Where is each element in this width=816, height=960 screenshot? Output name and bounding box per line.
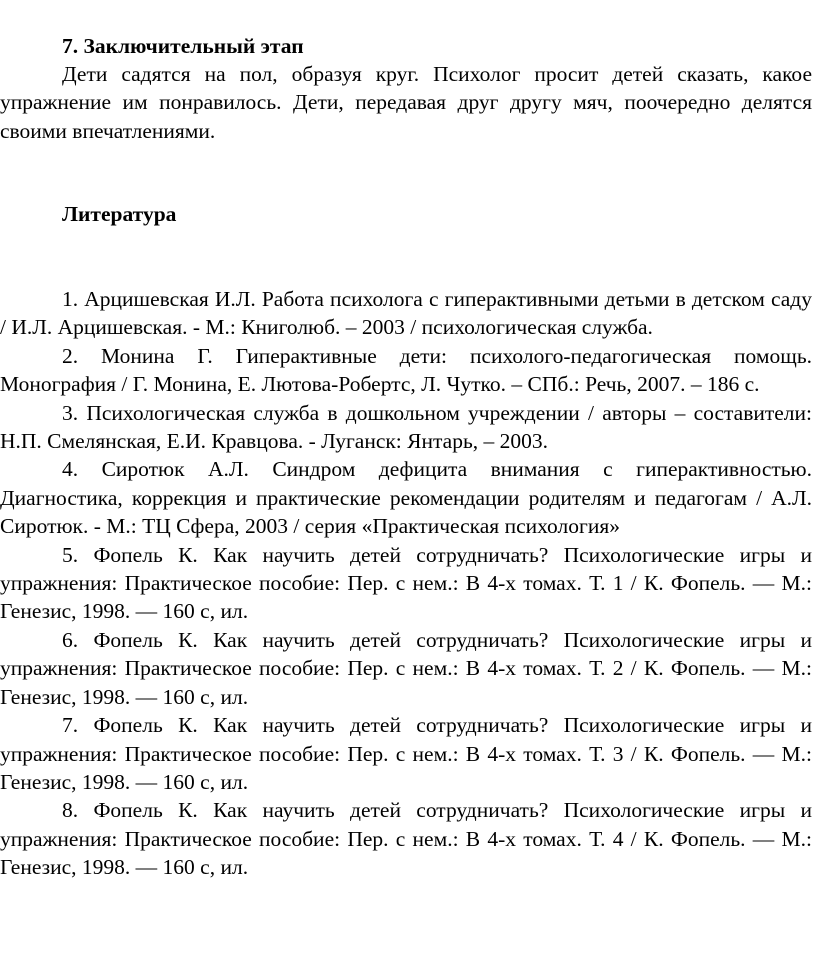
- reference-item: 6. Фопель К. Как научить детей сотрудничать? Психологические игры и упражнения: Практическое пособие: Пер. с нем.: В 4-х томах. Т. 2 / К. Фопель. — М.: Генезис, 1998. — 160 с, ил.: [0, 627, 812, 709]
- reference-item: 8. Фопель К. Как научить детей сотрудничать? Психологические игры и упражнения: Практическое пособие: Пер. с нем.: В 4-х томах. Т. 4 / К. Фопель. — М.: Генезис, 1998. — 160 с, ил.: [0, 798, 812, 880]
- reference-item: 2. Монина Г. Гиперактивные дети: психолого-педагогическая помощь. Монография / Г. Монина, Е. Лютова-Робертс, Л. Чутко. – СПб.: Речь, 2007. – 186 с.: [0, 343, 812, 397]
- reference-item: 4. Сиротюк А.Л. Синдром дефицита внимания с гиперактивностью. Диагностика, коррекция и практические рекомендации родителям и педагогам / А.Л. Сиротюк. - М.: ТЦ Сфера, 2003 / серия «Практическая психология»: [0, 457, 812, 539]
- reference-item: 1. Арцишевская И.Л. Работа психолога с гиперактивными детьми в детском саду / И.Л. Арцишевская. - М.: Книголюб. – 2003 / психологическая служба.: [0, 287, 812, 340]
- reference-item: 5. Фопель К. Как научить детей сотрудничать? Психологические игры и упражнения: Практическое пособие: Пер. с нем.: В 4-х томах. Т. 1 / К. Фопель. — М.: Генезис, 1998. — 160 с, ил.: [0, 542, 812, 624]
- reference-item: 7. Фопель К. Как научить детей сотрудничать? Психологические игры и упражнения: Практическое пособие: Пер. с нем.: В 4-х томах. Т. 3 / К. Фопель. — М.: Генезис, 1998. — 160 с, ил.: [0, 713, 812, 794]
- section-heading: 7. Заключительный этап: [62, 34, 304, 58]
- section-paragraph: Дети садятся на пол, образуя круг. Психолог просит детей сказать, какое упражнение им понравилось. Дети, передавая друг другу мяч, поочередно делятся своими впечатлениями.: [0, 62, 812, 143]
- reference-list: [0, 285, 812, 882]
- reference-item: 3. Психологическая служба в дошкольном учреждении / авторы – составители: Н.П. Смелянская, Е.И. Кравцова. - Луганск: Янтарь, – 2003.: [0, 400, 812, 454]
- literature-heading: Литература: [62, 202, 177, 226]
